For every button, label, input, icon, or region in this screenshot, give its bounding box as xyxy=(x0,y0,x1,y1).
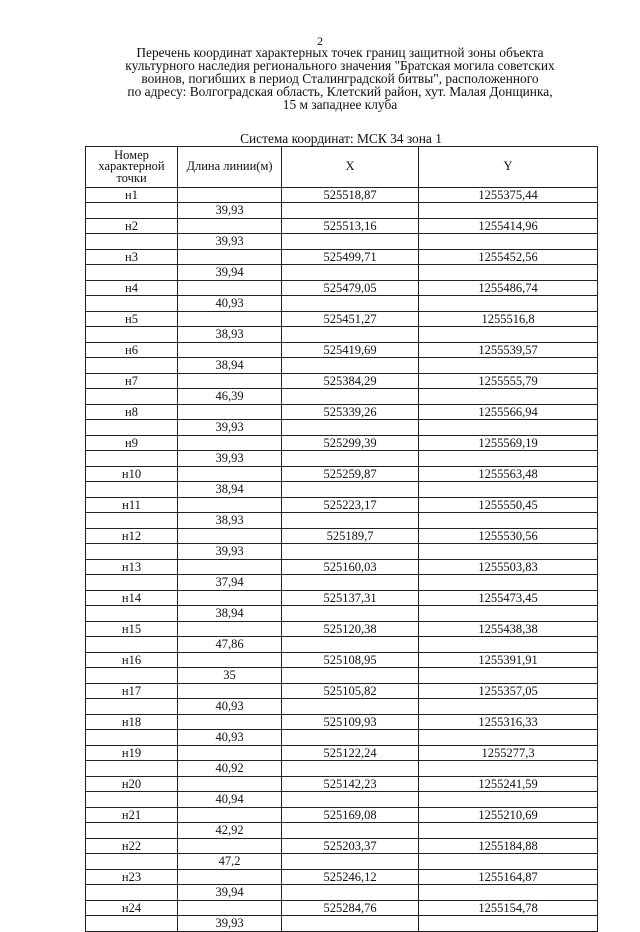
empty-y-cell xyxy=(419,265,598,281)
coordinates-table xyxy=(85,146,598,932)
line-length-cell: 39,94 xyxy=(178,265,282,281)
empty-x-cell xyxy=(282,575,419,591)
line-length-cell: 40,93 xyxy=(178,699,282,715)
table-body xyxy=(86,188,598,932)
table-row xyxy=(86,374,598,389)
empty-x-cell xyxy=(282,823,419,839)
line-length-cell: 39,93 xyxy=(178,234,282,250)
empty-x-cell xyxy=(282,234,419,250)
y-coordinate-cell: 1255375,44 xyxy=(419,188,598,203)
line-length-cell: 38,94 xyxy=(178,606,282,622)
empty-point-cell xyxy=(86,916,178,932)
table-row xyxy=(86,792,598,808)
empty-length-cell xyxy=(178,839,282,854)
table-row xyxy=(86,327,598,343)
table-row xyxy=(86,234,598,250)
table-row xyxy=(86,854,598,870)
empty-point-cell xyxy=(86,265,178,281)
empty-length-cell xyxy=(178,870,282,885)
empty-x-cell xyxy=(282,854,419,870)
x-coordinate-cell: 525513,16 xyxy=(282,219,419,234)
empty-length-cell xyxy=(178,312,282,327)
point-name-cell: н16 xyxy=(86,653,178,668)
empty-point-cell xyxy=(86,730,178,746)
point-name-cell: н5 xyxy=(86,312,178,327)
empty-point-cell xyxy=(86,203,178,219)
x-coordinate-cell: 525518,87 xyxy=(282,188,419,203)
y-coordinate-cell: 1255563,48 xyxy=(419,467,598,482)
table-row xyxy=(86,405,598,420)
empty-x-cell xyxy=(282,761,419,777)
empty-y-cell xyxy=(419,296,598,312)
empty-x-cell xyxy=(282,885,419,901)
empty-x-cell xyxy=(282,296,419,312)
table-row xyxy=(86,560,598,575)
empty-y-cell xyxy=(419,389,598,405)
y-coordinate-cell: 1255438,38 xyxy=(419,622,598,637)
y-coordinate-cell: 1255241,59 xyxy=(419,777,598,792)
x-coordinate-cell: 525169,08 xyxy=(282,808,419,823)
table-row xyxy=(86,730,598,746)
x-coordinate-cell: 525160,03 xyxy=(282,560,419,575)
table-row xyxy=(86,668,598,684)
empty-y-cell xyxy=(419,575,598,591)
x-coordinate-cell: 525189,7 xyxy=(282,529,419,544)
table-row xyxy=(86,188,598,203)
table-row xyxy=(86,777,598,792)
empty-length-cell xyxy=(178,405,282,420)
empty-x-cell xyxy=(282,482,419,498)
table-row xyxy=(86,575,598,591)
empty-y-cell xyxy=(419,730,598,746)
point-name-cell: н15 xyxy=(86,622,178,637)
empty-y-cell xyxy=(419,854,598,870)
x-coordinate-cell: 525419,69 xyxy=(282,343,419,358)
table-row xyxy=(86,467,598,482)
header-y: Y xyxy=(419,147,598,188)
table-row xyxy=(86,808,598,823)
table-row xyxy=(86,436,598,451)
empty-x-cell xyxy=(282,203,419,219)
table-row xyxy=(86,296,598,312)
empty-y-cell xyxy=(419,916,598,932)
line-length-cell: 39,93 xyxy=(178,916,282,932)
table-row xyxy=(86,250,598,265)
empty-y-cell xyxy=(419,451,598,467)
line-length-cell: 40,93 xyxy=(178,296,282,312)
point-name-cell: н6 xyxy=(86,343,178,358)
empty-y-cell xyxy=(419,823,598,839)
line-length-cell: 39,93 xyxy=(178,203,282,219)
empty-x-cell xyxy=(282,916,419,932)
x-coordinate-cell: 525499,71 xyxy=(282,250,419,265)
title-line: 15 м западнее клуба xyxy=(282,96,398,112)
empty-length-cell xyxy=(178,901,282,916)
empty-point-cell xyxy=(86,761,178,777)
empty-length-cell xyxy=(178,622,282,637)
table-row xyxy=(86,389,598,405)
empty-length-cell xyxy=(178,467,282,482)
empty-y-cell xyxy=(419,606,598,622)
table-header-row xyxy=(86,147,598,188)
point-name-cell: н8 xyxy=(86,405,178,420)
empty-point-cell xyxy=(86,513,178,529)
empty-length-cell xyxy=(178,808,282,823)
y-coordinate-cell: 1255357,05 xyxy=(419,684,598,699)
empty-x-cell xyxy=(282,451,419,467)
table-row xyxy=(86,281,598,296)
point-name-cell: н19 xyxy=(86,746,178,761)
y-coordinate-cell: 1255566,94 xyxy=(419,405,598,420)
point-name-cell: н18 xyxy=(86,715,178,730)
line-length-cell: 37,94 xyxy=(178,575,282,591)
table-row xyxy=(86,219,598,234)
empty-x-cell xyxy=(282,513,419,529)
x-coordinate-cell: 525108,95 xyxy=(282,653,419,668)
empty-y-cell xyxy=(419,358,598,374)
empty-y-cell xyxy=(419,699,598,715)
y-coordinate-cell: 1255164,87 xyxy=(419,870,598,885)
point-name-cell: н14 xyxy=(86,591,178,606)
point-name-cell: н17 xyxy=(86,684,178,699)
y-coordinate-cell: 1255530,56 xyxy=(419,529,598,544)
empty-length-cell xyxy=(178,529,282,544)
x-coordinate-cell: 525284,76 xyxy=(282,901,419,916)
table-row xyxy=(86,343,598,358)
line-length-cell: 38,93 xyxy=(178,327,282,343)
page-number: 2 xyxy=(317,34,323,48)
empty-x-cell xyxy=(282,730,419,746)
line-length-cell: 39,93 xyxy=(178,544,282,560)
empty-y-cell xyxy=(419,668,598,684)
empty-x-cell xyxy=(282,327,419,343)
table-row xyxy=(86,870,598,885)
empty-length-cell xyxy=(178,374,282,389)
table-row xyxy=(86,358,598,374)
empty-length-cell xyxy=(178,560,282,575)
x-coordinate-cell: 525137,31 xyxy=(282,591,419,606)
empty-length-cell xyxy=(178,653,282,668)
empty-length-cell xyxy=(178,746,282,761)
y-coordinate-cell: 1255391,91 xyxy=(419,653,598,668)
empty-length-cell xyxy=(178,250,282,265)
x-coordinate-cell: 525223,17 xyxy=(282,498,419,513)
x-coordinate-cell: 525246,12 xyxy=(282,870,419,885)
empty-x-cell xyxy=(282,544,419,560)
table-row xyxy=(86,606,598,622)
empty-x-cell xyxy=(282,389,419,405)
y-coordinate-cell: 1255277,3 xyxy=(419,746,598,761)
x-coordinate-cell: 525122,24 xyxy=(282,746,419,761)
title-line: культурного наследия регионального значения "Братская могила советских xyxy=(125,57,555,73)
table-row xyxy=(86,699,598,715)
x-coordinate-cell: 525339,26 xyxy=(282,405,419,420)
empty-y-cell xyxy=(419,420,598,436)
header-point-number: Номер характерной точки xyxy=(86,147,178,188)
y-coordinate-cell: 1255486,74 xyxy=(419,281,598,296)
empty-point-cell xyxy=(86,854,178,870)
table-row xyxy=(86,637,598,653)
y-coordinate-cell: 1255184,88 xyxy=(419,839,598,854)
point-name-cell: н7 xyxy=(86,374,178,389)
point-name-cell: н22 xyxy=(86,839,178,854)
point-name-cell: н4 xyxy=(86,281,178,296)
title-line: Перечень координат характерных точек границ защитной зоны объекта xyxy=(136,45,544,60)
line-length-cell: 38,94 xyxy=(178,482,282,498)
empty-point-cell xyxy=(86,544,178,560)
empty-length-cell xyxy=(178,343,282,358)
point-name-cell: н12 xyxy=(86,529,178,544)
table-row xyxy=(86,885,598,901)
point-name-cell: н9 xyxy=(86,436,178,451)
point-name-cell: н3 xyxy=(86,250,178,265)
empty-point-cell xyxy=(86,575,178,591)
point-name-cell: н10 xyxy=(86,467,178,482)
line-length-cell: 40,94 xyxy=(178,792,282,808)
line-length-cell: 35 xyxy=(178,668,282,684)
coordinate-system-label: Система координат: МСК 34 зона 1 xyxy=(240,131,442,146)
point-name-cell: н23 xyxy=(86,870,178,885)
table-row xyxy=(86,622,598,637)
table-row xyxy=(86,544,598,560)
x-coordinate-cell: 525142,23 xyxy=(282,777,419,792)
x-coordinate-cell: 525384,29 xyxy=(282,374,419,389)
point-name-cell: н2 xyxy=(86,219,178,234)
x-coordinate-cell: 525479,05 xyxy=(282,281,419,296)
table-row xyxy=(86,203,598,219)
table-row xyxy=(86,482,598,498)
empty-y-cell xyxy=(419,885,598,901)
line-length-cell: 38,93 xyxy=(178,513,282,529)
y-coordinate-cell: 1255503,83 xyxy=(419,560,598,575)
title-line: по адресу: Волгоградская область, Клетский район, хут. Малая Донщинка, xyxy=(127,83,553,99)
empty-length-cell xyxy=(178,436,282,451)
table-row xyxy=(86,761,598,777)
table-row xyxy=(86,513,598,529)
table-row xyxy=(86,684,598,699)
table-row xyxy=(86,312,598,327)
empty-point-cell xyxy=(86,451,178,467)
empty-length-cell xyxy=(178,188,282,203)
empty-y-cell xyxy=(419,544,598,560)
empty-point-cell xyxy=(86,358,178,374)
line-length-cell: 38,94 xyxy=(178,358,282,374)
table-row xyxy=(86,823,598,839)
empty-x-cell xyxy=(282,637,419,653)
x-coordinate-cell: 525120,38 xyxy=(282,622,419,637)
table-row xyxy=(86,420,598,436)
empty-length-cell xyxy=(178,281,282,296)
empty-x-cell xyxy=(282,358,419,374)
empty-y-cell xyxy=(419,482,598,498)
empty-point-cell xyxy=(86,296,178,312)
empty-length-cell xyxy=(178,715,282,730)
point-name-cell: н11 xyxy=(86,498,178,513)
table-row xyxy=(86,901,598,916)
y-coordinate-cell: 1255452,56 xyxy=(419,250,598,265)
empty-y-cell xyxy=(419,327,598,343)
header-line-length: Длина линии(м) xyxy=(178,147,282,188)
y-coordinate-cell: 1255414,96 xyxy=(419,219,598,234)
x-coordinate-cell: 525203,37 xyxy=(282,839,419,854)
point-name-cell: н21 xyxy=(86,808,178,823)
empty-length-cell xyxy=(178,219,282,234)
line-length-cell: 47,86 xyxy=(178,637,282,653)
x-coordinate-cell: 525299,39 xyxy=(282,436,419,451)
empty-point-cell xyxy=(86,389,178,405)
empty-length-cell xyxy=(178,591,282,606)
empty-y-cell xyxy=(419,792,598,808)
table-row xyxy=(86,746,598,761)
empty-point-cell xyxy=(86,420,178,436)
table-row xyxy=(86,839,598,854)
empty-length-cell xyxy=(178,684,282,699)
x-coordinate-cell: 525105,82 xyxy=(282,684,419,699)
empty-y-cell xyxy=(419,761,598,777)
header-x: X xyxy=(282,147,419,188)
point-name-cell: н13 xyxy=(86,560,178,575)
empty-point-cell xyxy=(86,699,178,715)
y-coordinate-cell: 1255516,8 xyxy=(419,312,598,327)
table-row xyxy=(86,529,598,544)
table-row xyxy=(86,916,598,932)
empty-x-cell xyxy=(282,668,419,684)
empty-point-cell xyxy=(86,885,178,901)
y-coordinate-cell: 1255550,45 xyxy=(419,498,598,513)
y-coordinate-cell: 1255316,33 xyxy=(419,715,598,730)
empty-x-cell xyxy=(282,699,419,715)
empty-point-cell xyxy=(86,668,178,684)
empty-x-cell xyxy=(282,606,419,622)
line-length-cell: 40,93 xyxy=(178,730,282,746)
line-length-cell: 39,93 xyxy=(178,451,282,467)
y-coordinate-cell: 1255154,78 xyxy=(419,901,598,916)
empty-point-cell xyxy=(86,234,178,250)
empty-length-cell xyxy=(178,777,282,792)
line-length-cell: 42,92 xyxy=(178,823,282,839)
empty-point-cell xyxy=(86,327,178,343)
y-coordinate-cell: 1255210,69 xyxy=(419,808,598,823)
empty-point-cell xyxy=(86,606,178,622)
y-coordinate-cell: 1255473,45 xyxy=(419,591,598,606)
empty-x-cell xyxy=(282,792,419,808)
point-name-cell: н20 xyxy=(86,777,178,792)
x-coordinate-cell: 525451,27 xyxy=(282,312,419,327)
y-coordinate-cell: 1255539,57 xyxy=(419,343,598,358)
point-name-cell: н1 xyxy=(86,188,178,203)
line-length-cell: 39,93 xyxy=(178,420,282,436)
table-row xyxy=(86,715,598,730)
line-length-cell: 40,92 xyxy=(178,761,282,777)
line-length-cell: 47,2 xyxy=(178,854,282,870)
line-length-cell: 39,94 xyxy=(178,885,282,901)
empty-y-cell xyxy=(419,513,598,529)
table-row xyxy=(86,265,598,281)
empty-y-cell xyxy=(419,203,598,219)
line-length-cell: 46,39 xyxy=(178,389,282,405)
empty-point-cell xyxy=(86,482,178,498)
y-coordinate-cell: 1255569,19 xyxy=(419,436,598,451)
empty-y-cell xyxy=(419,637,598,653)
table-row xyxy=(86,653,598,668)
title-line: воинов, погибших в период Сталинградской битвы", расположенного xyxy=(141,70,539,86)
point-name-cell: н24 xyxy=(86,901,178,916)
empty-x-cell xyxy=(282,265,419,281)
table-row xyxy=(86,498,598,513)
x-coordinate-cell: 525109,93 xyxy=(282,715,419,730)
table-row xyxy=(86,591,598,606)
empty-length-cell xyxy=(178,498,282,513)
empty-y-cell xyxy=(419,234,598,250)
x-coordinate-cell: 525259,87 xyxy=(282,467,419,482)
empty-point-cell xyxy=(86,823,178,839)
empty-point-cell xyxy=(86,637,178,653)
table-row xyxy=(86,451,598,467)
y-coordinate-cell: 1255555,79 xyxy=(419,374,598,389)
empty-point-cell xyxy=(86,792,178,808)
empty-x-cell xyxy=(282,420,419,436)
document-title xyxy=(70,47,610,112)
